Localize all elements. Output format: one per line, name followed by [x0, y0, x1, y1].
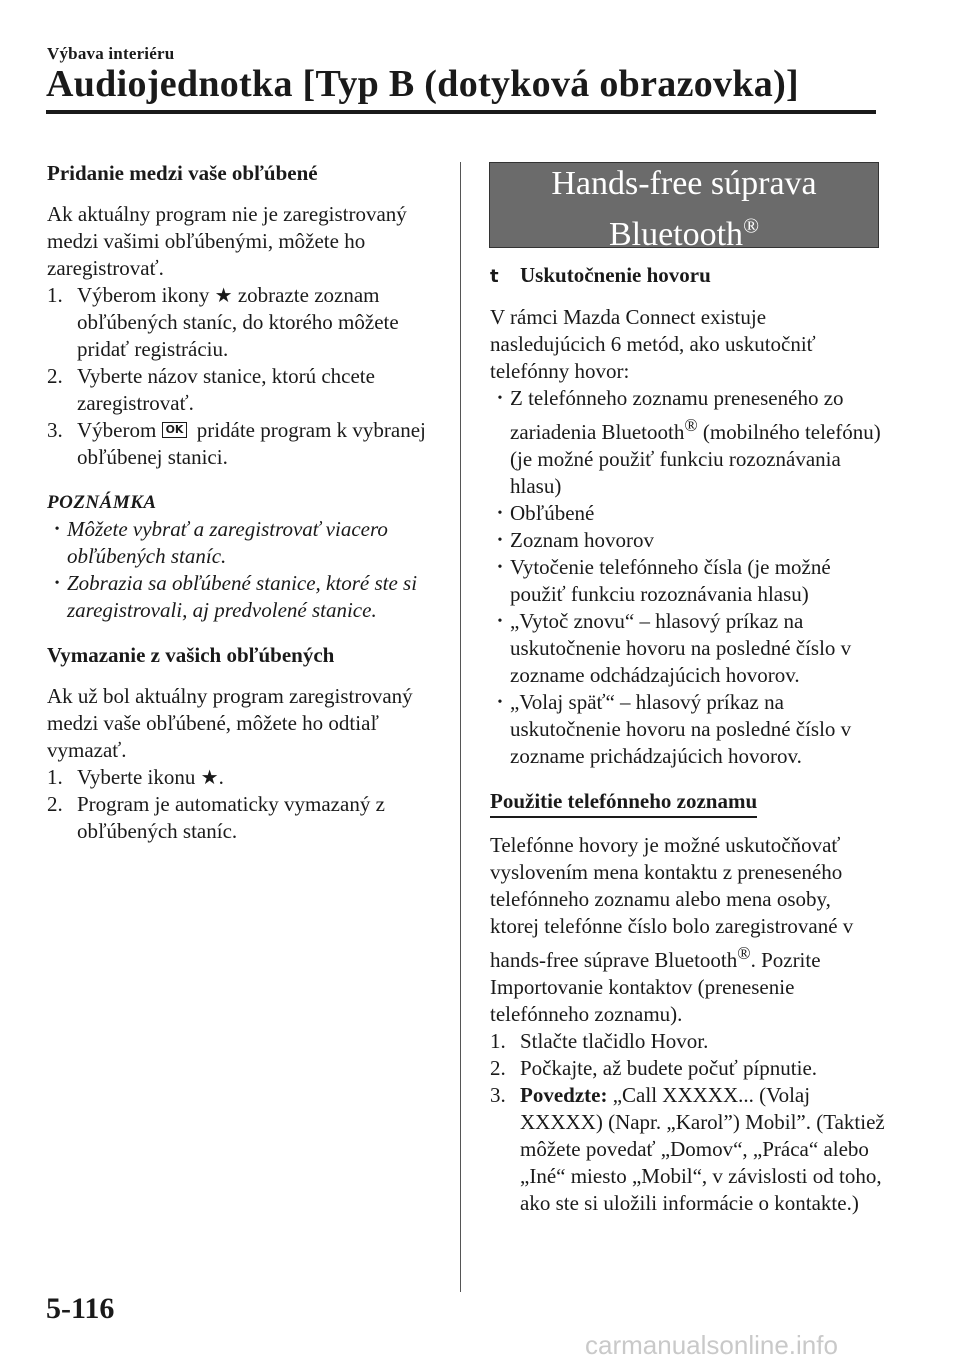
banner-line1: Hands-free súprava: [551, 165, 817, 202]
paragraph-phonebook: Telefónne hovory je možné uskutočňovať vyslovením mena kontaktu z preneseného telefónneho zoznamu alebo mena osoby, ktorej telefónne číslo bolo zaregistrované v hands-free súprave Bluetooth®. Pozrite Importovanie kontaktov (prenesenie telefónneho zoznamu).: [490, 833, 854, 1026]
list-item: 2. Počkajte, až budete počuť pípnutie.: [490, 1056, 818, 1080]
page-title: Audiojednotka [Typ B (dotyková obrazovka)]: [46, 63, 799, 105]
list-item: • Obľúbené: [497, 501, 595, 525]
list-item: 3. Výberom OK pridáte program k vybranej obľúbenej stanici.: [47, 418, 426, 469]
list-item: • Zobrazia sa obľúbené stanice, ktoré ste si zaregistrovali, aj predvolené stanice.: [54, 571, 418, 622]
list-item: • Vytočenie telefónneho čísla (je možné použiť funkciu rozoznávania hlasu): [497, 555, 831, 606]
star-icon: ★: [200, 767, 219, 789]
heading-add-favorites: Pridanie medzi vaše obľúbené: [47, 161, 318, 185]
section-banner: [489, 162, 879, 254]
note-label: POZNÁMKA: [47, 492, 157, 513]
section-label: Výbava interiéru: [47, 44, 175, 63]
section-marker-icon: t: [490, 266, 499, 287]
list-item: • Môžete vybrať a zaregistrovať viacero obľúbených staníc.: [54, 517, 388, 568]
ok-icon: OK: [162, 422, 188, 438]
list-item: • „Vytoč znovu“ – hlasový príkaz na uskutočnenie hovoru na posledné číslo v zozname odchádzajúcich hovorov.: [497, 609, 852, 687]
column-divider: [460, 162, 461, 1292]
paragraph-methods-intro: V rámci Mazda Connect existuje nasledujúcich 6 metód, ako uskutočniť telefónny hovor:: [490, 305, 816, 383]
banner-line2: Bluetooth®: [608, 214, 760, 254]
subheading-make-call: t Uskutočnenie hovoru: [490, 262, 885, 290]
list-item: 1. Stlačte tlačidlo Hovor.: [490, 1029, 709, 1053]
list-item: 2. Program je automaticky vymazaný z obľúbených staníc.: [47, 792, 385, 843]
paragraph-remove-intro: Ak už bol aktuálny program zaregistrovaný medzi vaše obľúbené, môžete ho odtiaľ vymazať.: [47, 684, 413, 762]
list-item: • „Volaj späť“ – hlasový príkaz na uskutočnenie hovoru na posledné číslo v zozname prichádzajúcich hovorov.: [497, 690, 852, 768]
list-item: • Z telefónneho zoznamu preneseného zo zariadenia Bluetooth® (mobilného telefónu) (je možné použiť funkciu rozoznávania hlasu): [497, 386, 881, 498]
title-rule: [46, 110, 876, 114]
page-number: 5-116: [46, 1292, 115, 1325]
remove-steps-list: [47, 764, 447, 845]
note-list: [47, 516, 447, 624]
list-item: • Zoznam hovorov: [497, 528, 655, 552]
paragraph-add-intro: Ak aktuálny program nie je zaregistrovaný medzi vašimi obľúbenými, môžete ho zaregistrovať.: [47, 202, 407, 280]
list-item: 3. Povedzte: „Call XXXXX... (Volaj XXXXX) (Napr. „Karol”) Mobil”. (Taktiež môžete povedať „Domov“, „Práca“ alebo „Iné“ miesto „Mobil“, v závislosti od toho, ako ste si uložili informácie o kontakte.): [490, 1083, 885, 1215]
phonebook-steps-list: [490, 1028, 885, 1217]
list-item: 1. Vyberte ikonu ★.: [47, 765, 224, 789]
star-icon: ★: [214, 285, 233, 307]
list-item: 1. Výberom ikony ★ zobrazte zoznam obľúbených staníc, do ktorého môžete pridať registráciu.: [47, 283, 399, 361]
left-column: [47, 160, 447, 845]
heading-remove-favorites: Vymazanie z vašich obľúbených: [47, 643, 335, 667]
watermark: carmanualsonline.info: [585, 1330, 838, 1360]
add-steps-list: [47, 282, 447, 471]
right-column: [490, 262, 885, 1217]
heading-phonebook: Použitie telefónneho zoznamu: [490, 788, 885, 818]
methods-list: [490, 385, 885, 770]
list-item: 2. Vyberte názov stanice, ktorú chcete zaregistrovať.: [47, 364, 375, 415]
